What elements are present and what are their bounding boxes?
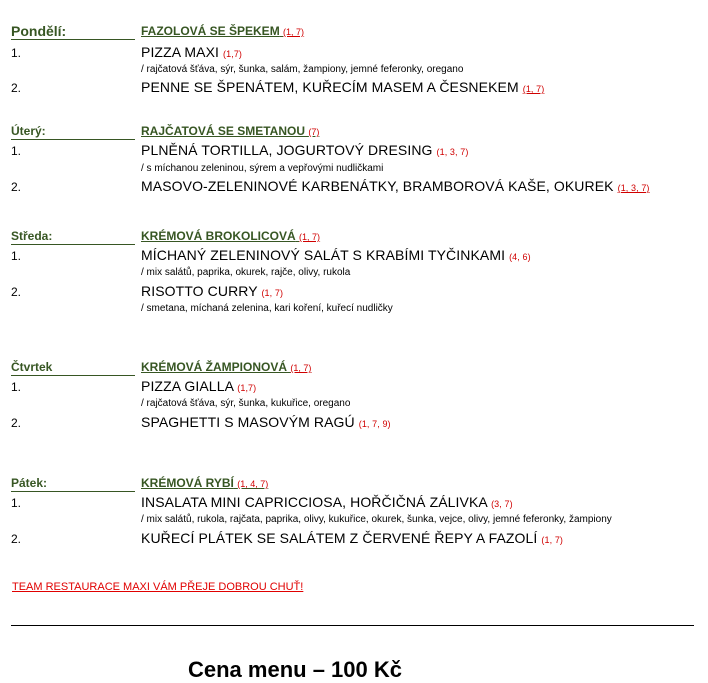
day-header	[11, 229, 411, 245]
meal-name: MÍCHANÝ ZELENINOVÝ SALÁT S KRABÍMI TYČINKAMI	[141, 247, 506, 263]
meal-description: / mix salátů, paprika, okurek, rajče, olivy, rukola	[141, 267, 351, 278]
soup-name: RAJČATOVÁ SE SMETANOU	[141, 124, 306, 138]
soup-of-day	[141, 360, 311, 376]
footer-message: TEAM RESTAURACE MAXI VÁM PŘEJE DOBROU CHUŤ!	[12, 581, 304, 593]
meal-allergens: (1,7)	[223, 49, 243, 59]
meal-description: / s míchanou zeleninou, sýrem a vepřovými nudličkami	[141, 163, 384, 174]
soup-allergens: (1, 7)	[299, 232, 321, 242]
meal-number: 2.	[11, 285, 22, 299]
meal-name: INSALATA MINI CAPRICCIOSA, HOŘČIČNÁ ZÁLIVKA	[141, 494, 488, 510]
soup-name: KRÉMOVÁ RYBÍ	[141, 476, 234, 490]
meal-allergens: (4, 6)	[509, 252, 531, 262]
meal-allergens: (1, 7)	[261, 288, 284, 298]
meal-item	[141, 178, 650, 197]
day-name: Středa:	[11, 229, 135, 245]
day-header	[11, 476, 411, 492]
soup-name: KRÉMOVÁ ŽAMPIONOVÁ	[141, 360, 288, 374]
meal-name: PENNE SE ŠPENÁTEM, KUŘECÍM MASEM A ČESNEKEM	[141, 79, 519, 95]
meal-item	[141, 44, 242, 63]
meal-number: 1.	[11, 144, 22, 158]
day-header	[11, 360, 411, 376]
meal-number: 2.	[11, 81, 22, 95]
soup-of-day	[141, 124, 319, 140]
meal-name: RISOTTO CURRY	[141, 283, 258, 299]
meal-item	[141, 414, 391, 433]
day-name: Pondělí:	[11, 24, 135, 40]
meal-allergens: (1, 3, 7)	[436, 147, 469, 157]
meal-name: MASOVO-ZELENINOVÉ KARBENÁTKY, BRAMBOROVÁ KAŠE, OKUREK	[141, 178, 614, 194]
soup-of-day	[141, 476, 268, 492]
meal-name: PLNĚNÁ TORTILLA, JOGURTOVÝ DRESING	[141, 142, 433, 158]
day-header	[11, 24, 411, 40]
meal-number: 2.	[11, 416, 22, 430]
soup-allergens: (1, 4, 7)	[237, 479, 269, 489]
meal-description: / smetana, míchaná zelenina, kari koření, kuřecí nudličky	[141, 303, 393, 314]
meal-name: KUŘECÍ PLÁTEK SE SALÁTEM Z ČERVENÉ ŘEPY A FAZOLÍ	[141, 530, 538, 546]
meal-description: / rajčatová šťáva, sýr, šunka, salám, žampiony, jemné feferonky, oregano	[141, 64, 464, 75]
day-name: Čtvrtek	[11, 360, 135, 376]
meal-allergens: (1, 7, 9)	[358, 419, 391, 429]
menu-price: Cena menu – 100 Kč	[188, 657, 402, 682]
meal-number: 1.	[11, 496, 22, 510]
meal-item	[141, 142, 468, 161]
meal-item	[141, 79, 544, 98]
divider	[11, 625, 694, 626]
meal-allergens: (1, 7)	[522, 84, 545, 94]
meal-item	[141, 247, 531, 266]
meal-description: / rajčatová šťáva, sýr, šunka, kukuřice, oregano	[141, 398, 351, 409]
soup-of-day	[141, 24, 304, 40]
meal-allergens: (1,7)	[237, 383, 257, 393]
soup-allergens: (1, 7)	[290, 363, 312, 373]
meal-item	[141, 283, 283, 302]
day-header	[11, 124, 411, 140]
meal-number: 1.	[11, 46, 22, 60]
day-name: Pátek:	[11, 476, 135, 492]
meal-number: 1.	[11, 380, 22, 394]
meal-item	[141, 378, 256, 397]
meal-item	[141, 494, 513, 513]
meal-name: PIZZA MAXI	[141, 44, 220, 60]
meal-name: PIZZA GIALLA	[141, 378, 234, 394]
day-name: Úterý:	[11, 124, 135, 140]
soup-name: FAZOLOVÁ SE ŠPEKEM	[141, 24, 280, 38]
meal-allergens: (1, 7)	[541, 535, 564, 545]
meal-allergens: (3, 7)	[491, 499, 513, 509]
meal-number: 2.	[11, 180, 22, 194]
meal-item	[141, 530, 563, 549]
soup-of-day	[141, 229, 320, 245]
meal-name: SPAGHETTI S MASOVÝM RAGÚ	[141, 414, 355, 430]
meal-allergens: (1, 3, 7)	[617, 183, 650, 193]
soup-name: KRÉMOVÁ BROKOLICOVÁ	[141, 229, 296, 243]
soup-allergens: (7)	[308, 127, 320, 137]
soup-allergens: (1, 7)	[283, 27, 305, 37]
meal-description: / mix salátů, rukola, rajčata, paprika, olivy, kukuřice, okurek, šunka, vejce, olivy, jemné feferonky, žampiony	[141, 514, 612, 525]
meal-number: 1.	[11, 249, 22, 263]
meal-number: 2.	[11, 532, 22, 546]
